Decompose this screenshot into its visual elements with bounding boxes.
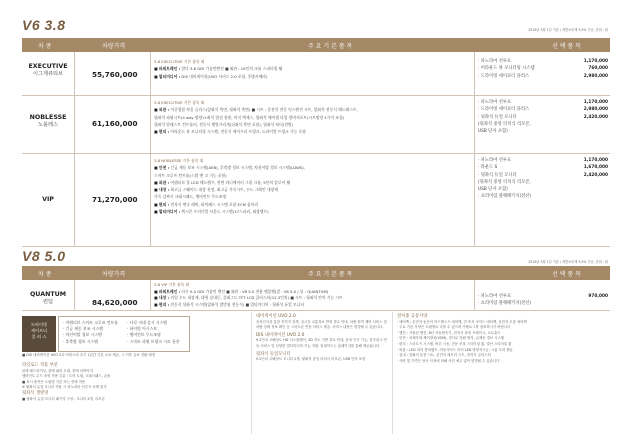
option-name: · 뒷좌석 듀얼 모니터 bbox=[478, 114, 517, 120]
feature-line bbox=[154, 106, 456, 113]
box-title-line: 플 러 스 bbox=[31, 334, 47, 339]
trim-name-executive bbox=[22, 63, 74, 77]
v8-header-trim: 차 종 bbox=[38, 271, 52, 278]
feature-text: 이중접합 차음 글라스(앞좌석 측면, 뒷좌석 측면) ■ 시트 : 운전석 전동 익스텐션 시트, 앞좌석 전동식 헤드레스트, bbox=[170, 107, 358, 113]
option-line bbox=[478, 128, 608, 135]
feature-text: DIS 내비게이션(UVO 서비스 2.0 포함, 후방카메라) bbox=[181, 73, 268, 79]
v8-col-sep-1 bbox=[74, 280, 75, 310]
option-line bbox=[478, 172, 608, 179]
trim-features-executive bbox=[154, 58, 456, 80]
v8-row-line bbox=[22, 310, 610, 311]
list-item: · 차선이탈 경보 시스템 bbox=[63, 332, 102, 338]
bottom-mid-notes bbox=[256, 314, 388, 363]
feature-text: 렉시콘 프리미엄 사운드 시스템(17스피커, 외장앰프) bbox=[181, 209, 269, 215]
feature-key: ■ 멀티미디어 : bbox=[154, 73, 182, 79]
feature-line bbox=[154, 289, 456, 296]
option-name: · 파노라마 선루프 bbox=[478, 158, 512, 163]
bottom-divider-2 bbox=[392, 312, 393, 434]
v6-header-options: 선 택 품 목 bbox=[552, 43, 581, 50]
feature-text: 뒷좌석 파워시트(4 way 방향)+좌석 열선 통풍, 이지 액세스, 뒷좌석 에어셀 타입 럼버서포트(시트방향 1가지 조절) bbox=[154, 114, 345, 120]
option-line bbox=[478, 73, 608, 80]
feature-text: 최고급 스웨이드 내장 천정, 최고급 가죽시트, 우드 그레인 내장재 bbox=[170, 187, 278, 193]
option-name: USB 단자 포함) bbox=[478, 129, 508, 135]
option-price: 760,000 bbox=[588, 66, 608, 72]
v6-row-line-2 bbox=[22, 153, 610, 154]
list-item: · 후측방 경보 시스템 bbox=[63, 338, 99, 344]
trim-name-label: QUANTUM bbox=[29, 291, 67, 298]
feature-line bbox=[154, 99, 456, 106]
v8-table-header bbox=[22, 266, 610, 280]
option-name: · 어라운드 뷰 모니터링 시스템 bbox=[478, 66, 535, 72]
feature-line bbox=[154, 282, 456, 289]
v6-header-features: 주 요 기 본 품 목 bbox=[308, 43, 353, 50]
trim-name-label: NOBLESSE bbox=[29, 114, 67, 121]
v8-col-sep-3 bbox=[474, 280, 475, 310]
feature-line bbox=[154, 172, 456, 179]
trim-name-label: VIP bbox=[42, 196, 54, 203]
option-name: · 라운드 S bbox=[478, 165, 498, 171]
feature-key: ■ 파워트레인 : bbox=[154, 288, 182, 294]
notes-paragraph: 음성인식을 통한 목적지 검색, 실시간 교통정보 반영 경로 안내, 차량 원격 제어 서비스 및 차량 상태 정보 확인 등 스마트폰 연동 서비스 제공. 서비스 내용은 변경될 수 있습니다. bbox=[256, 319, 387, 330]
option-price: 2,420,000 bbox=[583, 114, 608, 120]
trim-options-quantum bbox=[478, 293, 608, 308]
option-line bbox=[478, 164, 608, 171]
v8-header-price: 차량가격 bbox=[102, 271, 126, 278]
option-name: · 프리미엄 블랙패키지(전선) bbox=[478, 301, 532, 307]
v6-row-line-3 bbox=[22, 246, 610, 247]
trim-features-noblesse bbox=[154, 99, 456, 135]
v6-price-note: 2016년 3월 1일 기준 / 개별소비세 3.5% 기준, 단위 : 원 bbox=[528, 28, 608, 32]
feature-line bbox=[154, 179, 456, 186]
feature-line bbox=[154, 208, 456, 215]
feature-key: ■ 멀티미디어 : bbox=[154, 209, 182, 215]
note-line: · 사양 및 가격은 당사 사정에 의해 사전 예고 없이 변경될 수 있습니다 bbox=[397, 358, 500, 363]
feature-title: 3.8 NOBLESSE 기본 품목 외 bbox=[154, 158, 204, 163]
option-name: (뒷좌석 중앙 터치식 리모콘, bbox=[478, 179, 531, 185]
option-line bbox=[478, 114, 608, 121]
option-name: (뒷좌석 중앙 터치식 리모콘, bbox=[478, 121, 531, 127]
v8-header-options: 선 택 품 목 bbox=[552, 271, 581, 278]
list-col-1 bbox=[63, 320, 118, 345]
feature-text: 가죽 감싸기 크래시패드, 앰비언트 무드조명 bbox=[154, 194, 227, 200]
option-line bbox=[478, 193, 608, 200]
feature-key: ■ 편의 : bbox=[154, 201, 171, 207]
feature-line bbox=[154, 114, 456, 121]
note-line: 블랙 헤드라이닝, 블랙 필러 트림, 블랙 선바이저 bbox=[22, 368, 93, 373]
feature-line bbox=[154, 128, 456, 135]
feature-key: ■ 편의 : bbox=[154, 301, 171, 307]
bottom-left-notes bbox=[22, 363, 247, 402]
trim-features-vip bbox=[154, 157, 456, 215]
trim-price-vip: 71,270,000 bbox=[92, 195, 138, 204]
note-line: ■ 표시 품목은 트림별 기본 또는 선택 적용 bbox=[22, 379, 86, 384]
notes-heading: DIS 내비게이션 UVO 2.0 bbox=[256, 332, 305, 338]
feature-text: 긴급 제동 보조 시스템(AEB), 후측방 경보 시스템, 차선이탈 경보 시스템(LDWS), bbox=[170, 165, 305, 171]
note-line: · 주요 기본 사양은 트림별로 다를 수 있으며 카탈로그를 참조하시기 바랍니다 bbox=[397, 325, 511, 330]
option-price: 1,170,000 bbox=[583, 59, 608, 64]
option-name: · 프리미엄 블랙패키지(전선) bbox=[478, 194, 532, 200]
feature-text: 스마트 크루즈 컨트롤(스탑 앤 고 기능 포함) bbox=[154, 172, 227, 178]
option-name: · 드라이빙 세이프티 플러스 bbox=[478, 73, 530, 79]
feature-line bbox=[154, 201, 456, 208]
option-line bbox=[478, 121, 608, 128]
option-line bbox=[478, 293, 608, 300]
feature-key: ■ 편의 : bbox=[154, 129, 171, 135]
feature-title: 3.8 VIP 기본 품목 외 bbox=[154, 282, 190, 287]
notes-paragraph: 9.2인치 고해상도 모니터 2개, 뒷좌석 중앙 터치식 리모콘, USB 단자 포함 bbox=[256, 357, 366, 362]
note-line: · 외관 : LED 리어 콤비램프, 아웃사이드 미러 LED 방향지시등, 크롬 도어 핸들 bbox=[397, 347, 513, 352]
feature-key: ■ 외관 : bbox=[154, 107, 171, 113]
note-line: ※ 뒷좌석 듀얼 모니터 적용 시 파노라마 선루프 선택 불가 bbox=[22, 385, 107, 390]
feature-key: ■ 내장 : bbox=[154, 187, 171, 193]
v6-row-line-1 bbox=[22, 95, 610, 96]
list-item: · 앰비언트 무드조명 bbox=[127, 332, 161, 338]
option-line bbox=[478, 106, 608, 113]
feature-line bbox=[154, 157, 456, 164]
driving-safety-plus-list bbox=[58, 316, 190, 352]
notes-paragraph: 9.2인치 고해상도 HD 디스플레이, 3D 지도 기반 경로 안내, 음성 인식 기능, 블루링크 연동 서비스 및 다양한 멀티미디어 기능 지원. 업데이트는 홈페이지를 통해 제공됩니다. bbox=[256, 338, 387, 348]
v6-col-sep-3 bbox=[474, 52, 475, 246]
note-line: · 에어백 : 운전석·동승석 어드밴스드 에어백, 전·후석 사이드 에어백, 운전석 무릎 에어백 bbox=[397, 319, 527, 324]
v6-col-sep-1 bbox=[74, 52, 75, 246]
trim-name-label: EXECUTIVE bbox=[28, 63, 68, 70]
feature-line bbox=[154, 186, 456, 193]
v8-logo: V8 5.0 bbox=[22, 248, 66, 264]
feature-text: 어라운드 뷰 모니터링 시스템, 전동식 세이프티 트렁크, 드라이빙 트렁크 기능 포함 bbox=[170, 129, 306, 135]
box-title-line: 세이프티 bbox=[30, 328, 48, 333]
option-line bbox=[478, 179, 608, 186]
option-price: 2,420,000 bbox=[583, 172, 608, 178]
feature-line bbox=[154, 73, 456, 80]
driving-safety-plus-box bbox=[22, 316, 56, 352]
feature-line bbox=[154, 302, 456, 309]
option-price: 970,000 bbox=[588, 294, 608, 299]
feature-text: 리얼 우드 내장재, 대형 실내등, 플래그드 TFT LCD 클러스터(12.3인치) ■ 시트 : 뒷좌석 안마 기능 시트 bbox=[170, 295, 343, 301]
list-item: · 긴급 제동 보조 시스템 bbox=[63, 326, 104, 332]
feature-text: 타우 5.0 GDI 가솔린 엔진 ■ 외관 : V8 5.0 전용 엠블렘(앞 : V8 5.0 / 뒤 : QUANTUM) bbox=[181, 288, 329, 294]
option-line bbox=[478, 58, 608, 65]
notes-title: 라일로드 적용 부분 bbox=[22, 363, 58, 368]
option-name: · 파노라마 선루프 bbox=[478, 100, 512, 105]
v6-table-header bbox=[22, 38, 610, 52]
v8-col-sep-2 bbox=[150, 280, 151, 310]
list-item: · 어댑티브 스마트 크루즈 컨트롤 bbox=[63, 320, 119, 325]
option-line bbox=[478, 99, 608, 106]
feature-line bbox=[154, 164, 456, 171]
option-price: 2,980,000 bbox=[583, 73, 608, 79]
v6-col-sep-2 bbox=[150, 52, 151, 246]
note-line: 앰비언트 무드 조명 적용 부분 : 도어 트림, 크래시패드, 콘솔 bbox=[22, 374, 111, 379]
trim-features-quantum bbox=[154, 282, 456, 308]
trim-name-quantum bbox=[22, 291, 74, 305]
feature-text: 뒷좌석 암레스트 컨트롤러, 전동식 햇빛가리개(뒤좌석 측면 포함), 뒷좌석 히터(전방) bbox=[154, 121, 294, 127]
note-line: ■ 뒷좌석 듀얼 모니터 패키지 구성 : 모니터 2개, 리모콘 bbox=[22, 396, 105, 401]
feature-text: 어댑티브 풀 LED 헤드램프, 전면 라디에이터 그릴 크롬, 9인치 알로이 휠 bbox=[170, 179, 291, 185]
notes-heading: 뒷좌석 듀얼모니터 bbox=[256, 351, 291, 357]
option-line bbox=[478, 65, 608, 72]
driving-plus-footnote: ■ DIS 내비게이션 UVO 2.0 서비스의 초기 1년간 기본 무료 제공, 그 이후 유료 전환 예정 bbox=[22, 353, 155, 357]
feature-title: 3.8 EXECUTIVE 기본 품목 외 bbox=[154, 100, 205, 105]
feature-key: ■ 내장 : bbox=[154, 295, 171, 301]
v6-header-trim: 차 종 bbox=[38, 43, 52, 50]
option-name: · 뒷좌석 듀얼 모니터 bbox=[478, 172, 517, 178]
v6-logo: V6 3.8 bbox=[22, 17, 66, 33]
trim-price-noblesse: 61,160,000 bbox=[92, 119, 138, 128]
list-item: · 사각 지대 감시 시스템 bbox=[127, 320, 168, 325]
notes-heading: 내비게이션 UVO 2.0 bbox=[256, 314, 296, 319]
option-line bbox=[478, 300, 608, 307]
feature-key: ■ 외관 : bbox=[154, 179, 171, 185]
option-price: 1,670,000 bbox=[583, 165, 608, 171]
bottom-right-notes bbox=[397, 314, 609, 364]
note-line: · 실내 : 앞좌석 통풍 시트, 운전석 메모리 시트, 전자식 클러스터 bbox=[397, 353, 491, 358]
box-title-line: 드라이빙 bbox=[30, 322, 48, 327]
trim-price-quantum: 84,620,000 bbox=[92, 298, 138, 307]
bottom-divider-1 bbox=[251, 312, 252, 434]
trim-name-kr: 퀀텀 bbox=[42, 299, 54, 305]
v8-header-features: 주 요 기 본 품 목 bbox=[308, 271, 353, 278]
trim-name-kr: 노블레스 bbox=[37, 122, 59, 128]
feature-text: 람다 3.8 GDI 가솔린엔진 ■ 외관 : 19인치 크롬 스퍼터링 휠 bbox=[181, 66, 283, 72]
feature-key: ■ 파워트레인 : bbox=[154, 66, 182, 72]
option-name: · 파노라마 선루프 bbox=[478, 59, 512, 64]
feature-line bbox=[154, 193, 456, 200]
list-col-2 bbox=[127, 320, 180, 345]
option-price: 1,170,000 bbox=[583, 100, 608, 105]
feature-title: 3.8 EXECUTIVE 기본 품목 외 bbox=[154, 59, 205, 64]
note-line: · 편의 : 스마트키 시스템, 버튼 시동, 전동 조절 스티어링 휠, 열선 스티어링 휠 bbox=[397, 341, 512, 346]
option-name: · 파노라마 선루프 bbox=[478, 294, 512, 299]
trim-name-kr: 이그제큐티브 bbox=[32, 71, 64, 77]
option-price: 2,980,000 bbox=[583, 107, 608, 113]
feature-key: ■ 안전 : bbox=[154, 165, 171, 171]
feature-line bbox=[154, 58, 456, 65]
option-name: · 드라이빙 세이프티 플러스 bbox=[478, 107, 530, 113]
option-name: USB 단자 포함) bbox=[478, 187, 508, 193]
feature-line bbox=[154, 65, 456, 72]
list-item: · 스마트 파워 트렁크 시트 통풍 bbox=[127, 338, 180, 344]
v6-header-price: 차량가격 bbox=[102, 43, 126, 50]
feature-text: 전동식 뒤좌석 시스템(앞좌석 발받침 전동식) ■ 멀티미디어 : 뒷좌석 듀얼 모니터 bbox=[170, 301, 305, 307]
option-line bbox=[478, 186, 608, 193]
list-item: · 하이빔 어시스트 bbox=[127, 326, 158, 332]
trim-options-vip bbox=[478, 157, 608, 201]
trim-price-executive: 55,760,000 bbox=[92, 70, 138, 79]
option-line bbox=[478, 157, 608, 164]
trim-options-executive bbox=[478, 58, 608, 80]
feature-line bbox=[154, 295, 456, 302]
notes-heading: 전차종 공통사양 bbox=[397, 314, 428, 319]
v8-price-note: 2016년 3월 1일 기준 / 개별소비세 3.5% 기준, 단위 : 원 bbox=[528, 260, 608, 264]
note-line: · 안전 : 차체자세 제어장치(VSM), 경사로 밀림 방지, 급제동 경보 시스템 bbox=[397, 336, 505, 341]
option-price: 1,170,000 bbox=[583, 158, 608, 163]
trim-name-noblesse bbox=[22, 114, 74, 128]
trim-options-noblesse bbox=[478, 99, 608, 135]
feature-text: 전자식 변속 레버, 하이패스 시스템 포함 ECM 룸미러 bbox=[170, 201, 259, 207]
trim-name-vip bbox=[22, 196, 74, 203]
note-line: · 엔진 : 가솔린 엔진, 8단 자동변속기, 전자식 파킹 브레이크, 오토홀드 bbox=[397, 330, 501, 335]
feature-line bbox=[154, 121, 456, 128]
notes-subtitle: 뒷좌석 생방영 bbox=[22, 390, 49, 396]
